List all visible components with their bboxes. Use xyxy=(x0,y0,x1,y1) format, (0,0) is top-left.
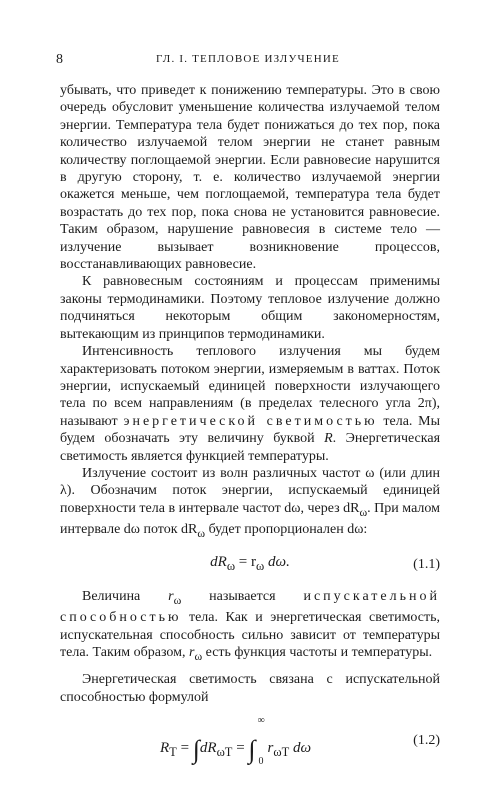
eq-term: r xyxy=(267,740,274,757)
page-number: 8 xyxy=(56,52,63,67)
eq-sub: ω xyxy=(226,559,236,574)
text: тела. Как и энергетическая светимость, испускательная способность сильно зависит от температуры тела. Таким образом, xyxy=(60,610,440,661)
subscript: ω xyxy=(359,505,368,519)
paragraph-3 xyxy=(60,343,440,465)
page-header xyxy=(56,52,440,70)
equation-expression xyxy=(60,554,440,575)
eq-sub: ωT xyxy=(216,745,233,760)
integral-sign: ∫ xyxy=(248,735,256,765)
text: . При малом интервале dω поток dR xyxy=(60,500,440,537)
symbol: R xyxy=(324,431,333,447)
eq-sub: ω xyxy=(256,559,265,574)
subscript: ω xyxy=(197,526,206,540)
text: Излучение состоит из волн различных частот ω (или длин λ). Обозначим поток энергии, испускаемый единицей поверхности тела в интервале частот dω, через dR xyxy=(60,465,440,516)
eq-term: dω xyxy=(289,740,312,757)
eq-term: dR xyxy=(199,740,217,757)
equation-expression xyxy=(160,715,312,767)
eq-term: dω. xyxy=(264,554,290,571)
main-text xyxy=(60,82,440,776)
paragraph-5 xyxy=(60,588,440,665)
eq-term: dR xyxy=(210,554,227,571)
text: . Энергетическая светимость является функцией температуры. xyxy=(60,431,441,464)
eq-term: = xyxy=(232,740,249,757)
eq-term: R xyxy=(160,740,170,757)
integral-sign: ∫ xyxy=(192,735,200,765)
equation-number: (1.1) xyxy=(413,557,440,573)
subscript: ω xyxy=(194,649,203,663)
eq-sub: T xyxy=(169,745,177,760)
running-head: ГЛ. I. ТЕПЛОВОЕ ИЗЛУЧЕНИЕ xyxy=(156,53,340,65)
text: называется xyxy=(209,589,276,605)
symbol: r xyxy=(188,645,195,661)
text: Интенсивность теплового излучения мы будем характеризовать потоком энергии, измеряемым в ваттах. Поток энергии, испускаемый единицей поверхности излучающего тела по всем направлениям (в пределах телесного угла 2π), называют xyxy=(60,344,440,429)
subscript: ω xyxy=(173,593,182,607)
lower-limit: 0 xyxy=(258,755,264,767)
term-emissivity: испускательной способностью xyxy=(60,589,440,626)
equation-number: (1.2) xyxy=(413,733,440,749)
paragraph-4 xyxy=(60,465,440,542)
text: есть функция частоты и температуры. xyxy=(205,645,433,661)
eq-term: = r xyxy=(235,554,257,571)
text: тела. Мы будем обозначать эту величину буквой xyxy=(60,413,441,447)
text: Величина xyxy=(82,589,141,605)
symbol: r xyxy=(168,589,174,605)
paragraph-6: Энергетическая светимость связана с испускательной способностью формулой xyxy=(60,672,440,705)
paragraph-2: К равновесным состояниям и процессам применимы законы термодинамики. Поэтому тепловое излучение должно подчиняться некоторым общим закономерностям, вытекающим из принципов термодинамики. xyxy=(60,274,440,342)
upper-limit: ∞ xyxy=(257,715,265,727)
eq-term: = xyxy=(176,740,193,757)
equation-1-2 xyxy=(60,706,440,776)
integral-limits xyxy=(256,715,268,767)
paragraph-1: убывать, что приведет к понижению температуры. Это в свою очередь обусловит уменьшение количества излучаемой телом энергии. Температура тела будет понижаться до тех пор, пока количество излучаемой телом энергии не станет равным количеству поглощаемой энергии. Если равновесие нарушится в другую сторону, т. е. количество излучаемой энергии окажется меньше, чем поглощаемой, температура тела будет возрастать до тех пор, пока снова не установится равновесие. Таким образом, нарушение равновесия в системе тело — излучение вызывает возникновение процессов, восстанавливающих равновесие. xyxy=(60,83,440,273)
eq-sub: ωT xyxy=(273,745,290,760)
equation-1-1 xyxy=(60,542,440,588)
text: будет пропорционален dω: xyxy=(205,521,368,537)
term-energy-luminosity: энергетической светимостью xyxy=(123,413,378,429)
